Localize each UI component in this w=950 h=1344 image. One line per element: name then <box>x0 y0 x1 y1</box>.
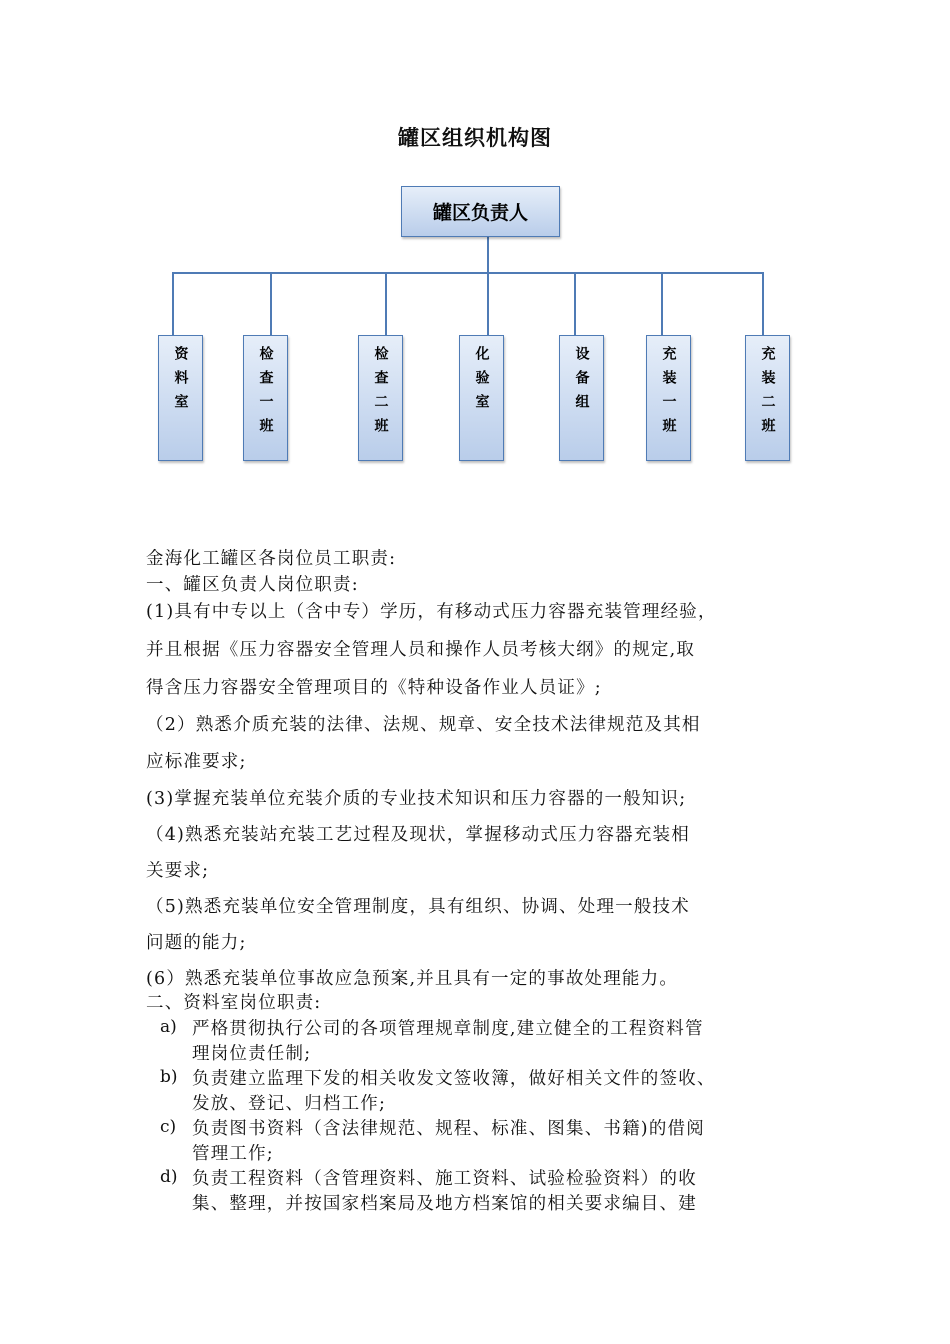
org-box-7 <box>745 335 790 461</box>
connector-2 <box>270 272 272 335</box>
duties-heading: 金海化工罐区各岗位员工职责: <box>146 549 397 569</box>
connector-horizontal <box>172 272 764 274</box>
para-5-line-2: 问题的能力; <box>146 933 247 953</box>
connector-4 <box>487 272 489 335</box>
list-item-mark: b) <box>160 1067 178 1087</box>
org-box-3 <box>358 335 403 461</box>
list-item-line-2: 集、整理，并按国家档案局及地方档案馆的相关要求编目、建 <box>192 1194 697 1214</box>
org-root-label: 罐区负责人 <box>432 202 528 224</box>
list-item-line-1: 负责工程资料（含管理资料、施工资料、试验检验资料）的收 <box>192 1169 697 1189</box>
connector-1 <box>172 272 174 335</box>
section-2-heading: 二、资料室岗位职责: <box>146 993 322 1013</box>
list-item-line-1: 严格贯彻执行公司的各项管理规章制度,建立健全的工程资料管 <box>192 1019 704 1039</box>
org-box-5 <box>559 335 604 461</box>
org-box-6 <box>646 335 691 461</box>
para-2-line-2: 应标准要求; <box>146 752 247 772</box>
connector-7 <box>762 272 764 335</box>
connector-root-down <box>487 237 489 273</box>
org-box-1 <box>158 335 203 461</box>
section-1-heading: 一、罐区负责人岗位职责: <box>146 575 359 595</box>
org-box-label: 充装二班 <box>759 346 776 442</box>
org-chart <box>0 0 950 520</box>
list-item-mark: d) <box>160 1167 178 1187</box>
connector-3 <box>385 272 387 335</box>
org-box-label: 充装一班 <box>660 346 677 442</box>
list-item-mark: c) <box>160 1117 177 1137</box>
org-box-label: 检查一班 <box>257 346 274 442</box>
para-1-line-2: 并且根据《压力容器安全管理人员和操作人员考核大纲》的规定,取 <box>146 640 696 660</box>
para-4-line-2: 关要求; <box>146 861 210 881</box>
org-box-label: 资料室 <box>172 346 189 418</box>
para-5-line-1: （5)熟悉充装单位安全管理制度，具有组织、协调、处理一般技术 <box>146 897 690 917</box>
list-item-line-1: 负责建立监理下发的相关收发文签收簿，做好相关文件的签收、 <box>192 1069 716 1089</box>
para-1-line-3: 得含压力容器安全管理项目的《特种设备作业人员证》; <box>146 678 602 698</box>
org-box-label: 检查二班 <box>372 346 389 442</box>
org-root-box <box>401 186 560 237</box>
org-box-label: 设备组 <box>573 346 590 418</box>
para-3: (3)掌握充装单位充装介质的专业技术知识和压力容器的一般知识; <box>146 789 687 809</box>
para-4-line-1: （4)熟悉充装站充装工艺过程及现状，掌握移动式压力容器充装相 <box>146 825 690 845</box>
list-item-line-1: 负责图书资料（含法律规范、规程、标准、图集、书籍)的借阅 <box>192 1119 705 1139</box>
org-box-4 <box>459 335 504 461</box>
org-box-label: 化验室 <box>473 346 490 418</box>
connector-6 <box>661 272 663 335</box>
list-item-line-2: 管理工作; <box>192 1144 274 1164</box>
para-1-line-1: (1)具有中专以上（含中专）学历，有移动式压力容器充装管理经验， <box>146 602 717 622</box>
connector-5 <box>574 272 576 335</box>
para-2-line-1: （2）熟悉介质充装的法律、法规、规章、安全技术法律规范及其相 <box>146 715 701 735</box>
page-title: 罐区组织机构图 <box>398 126 552 150</box>
org-box-2 <box>243 335 288 461</box>
list-item-line-2: 发放、登记、归档工作; <box>192 1094 387 1114</box>
list-item-mark: a) <box>160 1017 177 1037</box>
para-6: (6）熟悉充装单位事故应急预案,并且具有一定的事故处理能力。 <box>146 969 679 989</box>
list-item-line-2: 理岗位责任制; <box>192 1044 312 1064</box>
